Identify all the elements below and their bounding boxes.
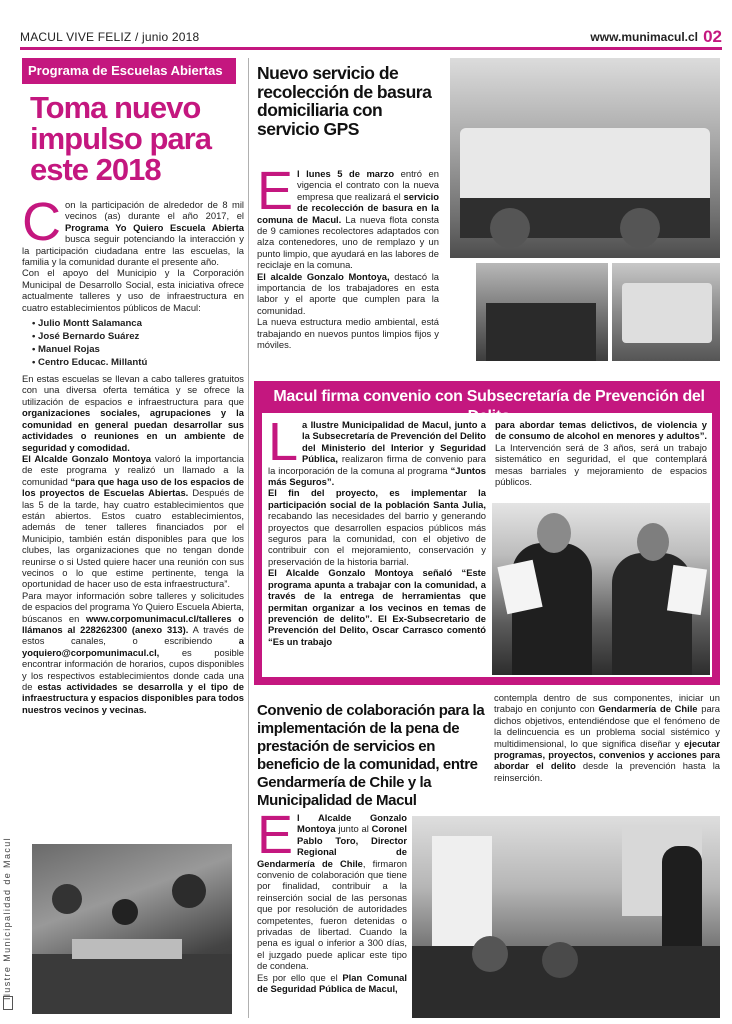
side-vertical-text [0,836,16,1010]
text: , firmaron convenio de colaboración que tiene por finalidad, contribuir a la reinserción social de las personas que por resolución de autoridades competentes, fueron detenidas o privadas de libertad. Cuando la pena es igual o inferior a 300 días, el juzgado puede aplicar este tipo de condena. [257,857,407,972]
text: desde la prevención hasta la reinserción. [494,760,720,783]
text: para dichos objetivos, entendiéndose que el fenómeno de la delincuencia es un problema social sistémico y multidimensional, lo que significa diseñar y [494,703,720,749]
conference-photo [412,816,720,1018]
school-list [32,317,244,369]
school-paragraph-3 [22,373,244,453]
gendarmeria-paragraph-2 [257,972,407,995]
gps-headline: Nuevo servicio de recolección de basura domiciliaria con servicio GPS [257,63,432,139]
convenio-paragraph-1 [268,412,486,488]
convenio-column-2 [495,419,707,487]
dropcap: L [268,412,299,472]
workers-photo [476,263,608,361]
text: recabando las necesidades del barrio y generando proyectos que desarrollen espacios públicos más seguros para la comunidad, con el objetivo de contribuir con el mejoramiento, conservación y preservación de la historia barrial. [268,510,486,567]
list-item: • Julio Montt Salamanca [32,318,142,330]
dropcap: E [257,161,294,221]
dropcap: E [257,805,294,865]
text: Para mayor información sobre talleres y solicitudes de espacios del programa Yo Quiero Escuela Abierta, búscanos en [22,589,245,624]
text-bold: para abordar temas delictivos, de violencia y de consumo de alcohol en menores y adultos”. [495,419,707,442]
convenio-paragraph-2 [268,487,486,567]
text: La nueva flota consta de 9 camiones recolectores adaptados con alza contenedores, uno de remplazo y un punto limpio, que ayudará en las labores de reciclaje en la comuna. [257,213,439,271]
text: es posible encontrar información de horarios, cupos disponibles y los respectivos establecimientos donde cada una de [22,646,244,693]
page-header [0,0,732,50]
text: Después de las 5 de la tarde, hay cuatro establecimientos que están abiertos. Estos cuatro establecimientos, además de tener talleres financiados por el Municipio, también están disponibles para que los clubes, las organizaciones que no tengan donde reunirse o si Usted quiere hacer una reunión con sus vecinos o lo que estime pertinente, tenga la oportunidad de hacer uso de esta infraestructura”. [22,487,244,590]
text-bold: El fin del proyecto, es implementar la participación social de la población Santa Julia, [268,487,486,510]
gps-paragraph-1 [257,161,439,271]
text-bold: “Juntos más Seguros”. [268,464,486,488]
school-headline: Toma nuevo impulso para este 2018 [30,90,211,187]
text-bold: l lunes 5 de marzo [297,168,395,179]
gps-paragraph-3: La nueva estructura medio ambiental, está trabajando en nuevos puntos limpios fijos y móviles. [257,316,439,351]
convenio-content [262,413,712,677]
dropcap: C [22,192,61,252]
gendarmeria-paragraph-right [494,692,720,783]
school-body [22,192,245,715]
truck-photo [612,263,720,361]
convenio-column-1 [268,412,486,647]
convenio-paragraph-4 [495,419,707,487]
text-bold: organizaciones sociales, agrupaciones y la comunidad en general puedan desarrollar sus actividades o reuniones en un ambiente de seguridad y comodidad. [22,407,244,453]
text: contempla dentro de sus componentes, iniciar un trabajo en conjunto con [494,692,720,715]
text-bold: ejecutar programas, proyectos, convenios y acciones para abordar el delito [494,737,720,772]
text-bold: El Alcalde Gonzalo Montoya señaló “Este programa apunta a trabajar con la comunidad, a través de la entrega de herramientas que permitan organizar a los vecinos en temas de prevención de delito”. El Ex-Subsecretario de Prevención del Delito, Oscar Carrasco comentó “Es un trabajo [268,567,486,647]
list-item: • Centro Educac. Millantú [32,357,148,369]
page-number: 02 [703,27,722,46]
text: A través de estos canales, o escribiendo [22,624,244,647]
school-workshop-photo [32,844,232,1014]
contact-info: www.corpomunimacul.cl/talleres o llámanos al 228262300 (anexo 313). [22,612,244,635]
garbage-trucks-photo [450,58,720,258]
text: realizaron firma de convenio para la incorporación de la comuna al programa [268,453,486,476]
text: entró en vigencia el contrato con la nueva empresa que realizará el [297,168,439,202]
convenio-box [254,381,720,685]
gps-paragraph-2 [257,271,439,317]
text-bold: servicio de recolección de basura en la comuna de Macul. [257,190,439,225]
text-bold: Gendarmería de Chile [598,703,698,715]
school-paragraph-2: Con el apoyo del Municipio y la Corporación Municipal de Desarrollo Social, esta iniciativa ofrece actualmente talleres y uso de infraestructura en cuatro establecimientos públicos de Macul: [22,267,244,313]
gendarmeria-body-right [494,692,720,783]
gendarmeria-paragraph-1 [257,805,407,972]
text-bold: El Alcalde Gonzalo Montoya [22,452,152,464]
text-bold: Plan Comunal de Seguridad Pública de Macul, [257,971,408,995]
convenio-headline: Macul firma convenio con Subsecretaría de Prevención del [273,388,705,405]
gendarmeria-body-left [257,805,408,995]
text-bold: El alcalde Gonzalo Montoya, [257,270,390,282]
text: on la participación de alrededor de 8 mil vecinos (as) durante el año 2017, el [65,199,244,222]
gendarmeria-headline: Convenio de colaboración para la implementación de la pena de prestación de servicios en beneficio de la comunidad, entre Gendarmería de Chile y la Municipalidad de Macul [257,702,485,809]
text-bold: estas actividades se desarrolla y el tipo de infraestructura y espacios disponibles para todos nuestros vecinos y vecinas. [22,681,244,715]
side-text-label: Ilustre Municipalidad de Macul [2,836,12,1000]
text-bold: Coronel Pablo Toro, Director Regional de Gendarmería de Chile [257,823,407,869]
text-bold: “para que haga uso de los espacios de los proyectos de Escuelas Abiertas. [22,475,245,499]
text: La Intervención será de 3 años, será un trabajo sistemático en seguridad, el que contemplará mesas barriales y mejoramiento de espacios públicos. [495,441,707,488]
school-article [22,58,244,715]
municipality-logo [3,996,13,1010]
text: Es por ello que el [257,971,343,983]
text: valoró la importancia de este programa y realizó un llamado a la comunidad [22,452,244,487]
publication-title: MACUL VIVE FELIZ / junio 2018 [20,30,200,44]
header-rule [20,47,722,50]
school-paragraph-5 [22,590,244,715]
website-link[interactable]: www.munimacul.cl [590,30,698,44]
section-label: Programa de Escuelas Abiertas [22,58,236,84]
list-item: • José Bernardo Suárez [32,331,140,343]
school-paragraph-4 [22,453,244,590]
column-divider [248,58,249,1018]
email-link[interactable]: a yoquiero@corpomunimacul.cl, [22,635,244,658]
convenio-paragraph-3 [268,567,486,647]
signing-photo [492,503,710,675]
text: busca seguir potenciando la interacción y la participación ciudadana entre las escuelas, la familia y la comunidad durante el presente año. [22,233,244,268]
text: En estas escuelas se llevan a cabo talleres gratuitos con una diversa oferta temática y se ofrece la utilización de espacios e infraestructura para que [22,373,244,407]
text-bold: a Ilustre Municipalidad de Macul, junto a la Subsecretaría de Prevención del Delito del Ministerio del Interior y Seguridad Pública, [302,419,486,465]
text: junto al [335,823,372,835]
list-item: • Manuel Rojas [32,344,100,356]
gps-body [257,161,439,351]
text: destacó la importancia de los trabajadores en esta labor y el aporte que cumplen para la comunidad. [257,270,439,316]
text-bold: l Alcalde Gonzalo Montoya [297,812,407,835]
program-name: Programa Yo Quiero Escuela Abierta [65,221,244,233]
school-paragraph-1 [22,192,244,268]
